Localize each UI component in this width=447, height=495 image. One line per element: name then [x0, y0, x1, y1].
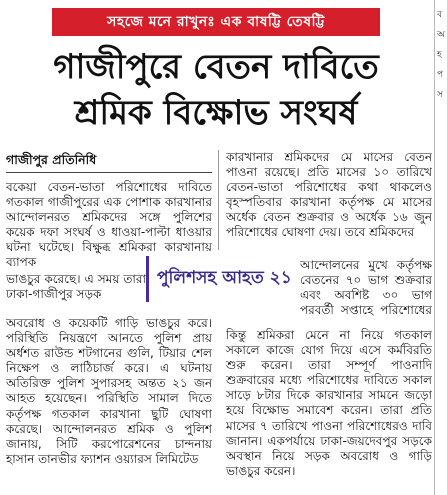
- headline-line-1: গাজীপুরে বেতন দাবিতে: [53, 47, 379, 87]
- paragraph-text: অবরোধ ও কয়েকটি গাড়ি ভাঙচুর করে। পরিস্থিতি নিয়ন্ত্রণে আনতে পুলিশ প্রায় অর্ধশত রাউন্ড শটগানের গুলি, টিয়ার শেল নিক্ষেপ ও লাঠিচার্জ করে। এ ঘটনায় অতিরিক্ত পুলিশ সুপারসহ অন্তত ২১ জন আহত হয়েছেন। পরিস্থিতি সামাল দিতে কর্তৃপক্ষ গতকাল কারখানা ছুটি ঘোষণা করেছে। আন্দোলনরত শ্রমিক ও পুলিশ জানায়, সিটি করপোরেশনের চান্দনায় হাসান তানভীর ফ্যাশন ওয়্যারস লিমিটেড: [6, 316, 212, 466]
- article-left-paragraph-3: [6, 316, 212, 488]
- edge-text: হ: [437, 50, 442, 60]
- article-right-paragraph-2: [300, 258, 432, 320]
- pull-quote-text: পুলিশসহ আহত ২১: [157, 268, 292, 288]
- article-right-paragraph-3: [226, 328, 432, 488]
- paragraph-text: কারখানার শ্রমিকদের মে মাসের বেতন পাওনা রয়েছে। প্রতি মাসের ১০ তারিখে বেতন-ভাতা পরিশোধের কথা থাকলেও বৃহস্পতিবার কারখানা কর্তৃপক্ষ মে মাসের অর্ধেক বেতন শুক্রবার ও অর্ধেক ১৬ জুন পরিশোধের ঘোষণা দেয়। তবে শ্রমিকদের: [226, 150, 432, 240]
- paragraph-text: ভাঙচুর করেছে। এ সময় তারা ঢাকা-গাজীপুর সড়ক: [6, 272, 146, 302]
- article-left-paragraph-2: [6, 272, 146, 312]
- pull-quote: [146, 256, 296, 302]
- paragraph-text: আন্দোলনের মুখে কর্তৃপক্ষ বেতনের ৭০ ভাগ শুক্রবার এবং অবশিষ্ট ৩০ ভাগ পরবর্তী সপ্তাহে পরিশোধের: [300, 258, 432, 318]
- byline: গাজীপুর প্রতিনিধি: [6, 152, 97, 167]
- edge-text: স: [437, 90, 443, 100]
- byline-divider: [6, 172, 212, 173]
- edge-text: প: [437, 70, 444, 80]
- edge-text: ব: [437, 10, 443, 20]
- banner: [52, 8, 380, 36]
- edge-text: অ: [437, 30, 445, 40]
- headline-line-2: শ্রমিক বিক্ষোভ সংঘর্ষ: [74, 93, 358, 133]
- headline: [0, 44, 432, 136]
- column-divider: [218, 150, 219, 250]
- banner-text: সহজে মনে রাখুনঃ এক বাষট্টি তেষট্টি: [107, 14, 325, 30]
- article-right-paragraph-1: [226, 150, 432, 252]
- paragraph-text: কিন্তু শ্রমিকরা মেনে না নিয়ে গতকাল সকালে কাজে যোগ দিয়ে এসে কর্মবিরতি শুরু করেন। তারা সম্পূর্ণ পাওনাদি শুক্রবারের মধ্যে পরিশোধের দাবিতে সকাল সাড়ে ৮টার দিকে কারখানার সামনে জড়ো হয়ে বিক্ষোভ সমাবেশ করেন। তারা প্রতি মাসের ৭ তারিখে পাওনা পরিশোধেরও দাবি জানান। একপর্যায়ে ঢাকা-জয়দেবপুর সড়কে অবস্থান নিয়ে সড়ক অবরোধ ও গাড়ি ভাঙচুর করেন।: [226, 328, 432, 478]
- paragraph-text: বকেয়া বেতন-ভাতা পরিশোধের দাবিতে গতকাল গাজীপুরের এক পোশাক কারখানার আন্দোলনরত শ্রমিকদের সঙ্গে পুলিশের কয়েক দফা সংঘর্ষ ও ধাওয়া-পাল্টা ধাওয়ার ঘটনা ঘটেছে। বিক্ষুব্ধ শ্রমিকরা কারখানায় ব্যাপক: [6, 180, 212, 270]
- page-edge-rule: [434, 0, 435, 495]
